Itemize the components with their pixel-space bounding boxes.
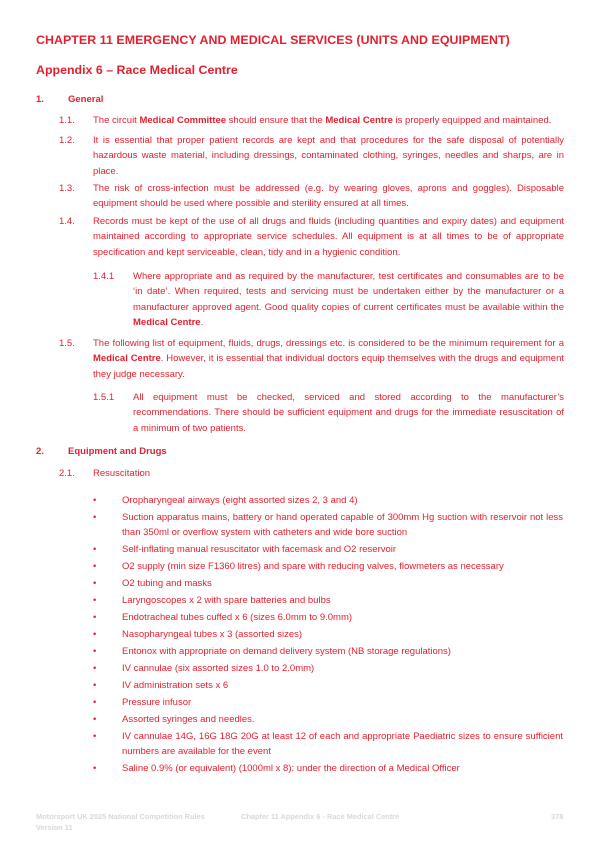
equipment-list-item — [93, 678, 563, 693]
paragraph-title: Resuscitation — [93, 468, 151, 479]
paragraph-number: 1.2. — [59, 135, 75, 146]
bullet-icon: • — [93, 663, 97, 675]
equipment-list-item — [93, 493, 563, 508]
bullet-icon: • — [93, 595, 97, 607]
equipment-list-item — [93, 661, 563, 676]
equipment-item-text: Suction apparatus mains, battery or hand operated capable of 300mm Hg suction with reservoir not less than 350ml or overflow system with catheters and wide bore suction — [122, 511, 563, 539]
bullet-icon: • — [93, 578, 97, 590]
bullet-icon: • — [93, 763, 97, 775]
equipment-list-item — [93, 695, 563, 710]
paragraph-number: 1.5.1 — [93, 392, 115, 403]
appendix-title: Appendix 6 – Race Medical Centre — [36, 63, 238, 77]
bullet-icon: • — [93, 612, 97, 624]
paragraph-number: 2.1. — [59, 468, 75, 479]
bullet-icon: • — [93, 680, 97, 692]
equipment-item-text: Assorted syringes and needles. — [122, 714, 255, 726]
paragraph-text: Where appropriate and as required by the manufacturer, test certificates and consumables are to be ‘in date’. When required, tests and servicing must be undertaken either by the manufacturer or a manufacturer approved agent. Good quality copies of current certificates must be available within the Medical Centre. — [133, 271, 564, 328]
bullet-icon: • — [93, 629, 97, 641]
paragraph-number: 1.3. — [59, 183, 75, 194]
paragraph-number: 1.4. — [59, 216, 75, 227]
bullet-icon: • — [93, 544, 97, 556]
equipment-list-item — [93, 644, 563, 659]
bullet-icon: • — [93, 511, 97, 523]
equipment-list-item — [93, 542, 563, 557]
equipment-list-item — [93, 729, 563, 760]
equipment-list-item — [93, 627, 563, 642]
paragraph-number: 1.5. — [59, 338, 75, 349]
paragraph-1-3 — [59, 181, 564, 212]
section-number: 1. — [36, 94, 44, 105]
paragraph-1-2 — [59, 133, 564, 179]
bullet-icon: • — [93, 646, 97, 658]
equipment-item-text: Self-inflating manual resuscitator with facemask and O2 reservoir — [122, 544, 397, 556]
paragraph-2-1 — [59, 466, 564, 481]
equipment-item-text: IV administration sets x 6 — [122, 680, 229, 692]
paragraph-1-5-1 — [93, 390, 564, 436]
equipment-list-item — [93, 712, 563, 727]
section-number: 2. — [36, 446, 44, 457]
bullet-icon: • — [93, 561, 97, 573]
paragraph-text: Records must be kept of the use of all drugs and fluids (including quantities and expiry dates) and equipment maintained according to appropriate service schedules. All equipment is at all times to be of appropriate specification and kept serviceable, clean, tidy and in a hygienic condition. — [93, 216, 564, 258]
resuscitation-equipment-list — [93, 493, 563, 778]
bullet-icon: • — [93, 731, 97, 743]
paragraph-1-1 — [59, 113, 564, 128]
section-title: Equipment and Drugs — [68, 446, 167, 457]
equipment-list-item — [93, 510, 563, 541]
footer-version: Version 11 — [36, 822, 73, 832]
bullet-icon: • — [93, 714, 97, 726]
equipment-item-text: IV cannulae (six assorted sizes 1.0 to 2.0mm) — [122, 663, 315, 675]
equipment-list-item — [93, 761, 563, 776]
equipment-item-text: Entonox with appropriate on demand delivery system (NB storage regulations) — [122, 646, 451, 658]
footer-page-number: 378 — [551, 812, 564, 821]
equipment-item-text: O2 supply (min size F1360 litres) and spare with reducing valves, flowmeters as necessary — [122, 561, 504, 573]
equipment-list-item — [93, 593, 563, 608]
paragraph-number: 1.1. — [59, 115, 75, 126]
equipment-item-text: Saline 0.9% (or equivalent) (1000ml x 8): under the direction of a Medical Officer — [122, 763, 460, 775]
footer-left — [36, 812, 205, 833]
equipment-item-text: Pressure infusor — [122, 697, 192, 709]
paragraph-1-4 — [59, 214, 564, 260]
equipment-list-item — [93, 559, 563, 574]
paragraph-text: It is essential that proper patient records are kept and that procedures for the safe disposal of potentially hazardous waste material, including dressings, contaminated clothing, syringes, needles and sharps, are in place. — [93, 135, 564, 177]
paragraph-number: 1.4.1 — [93, 271, 115, 282]
paragraph-text: The risk of cross-infection must be addressed (e.g. by wearing gloves, aprons and goggles). Disposable equipment should be used where possible and sterility ensured at all times. — [93, 183, 564, 210]
paragraph-1-4-1 — [93, 269, 564, 330]
section-title: General — [68, 94, 104, 105]
equipment-list-item — [93, 576, 563, 591]
equipment-item-text: O2 tubing and masks — [122, 578, 212, 590]
equipment-list-item — [93, 610, 563, 625]
chapter-title: CHAPTER 11 EMERGENCY AND MEDICAL SERVICES (UNITS AND EQUIPMENT) — [36, 33, 510, 47]
equipment-item-text: IV cannulae 14G, 16G 18G 20G at least 12 of each and appropriate Paediatric sizes to ensure sufficient numbers are available for the event — [122, 731, 563, 758]
bullet-icon: • — [93, 495, 97, 506]
equipment-item-text: Oropharyngeal airways (eight assorted sizes 2, 3 and 4) — [122, 495, 358, 506]
footer-publication: Motorsport UK 2025 National Competition Rules — [36, 812, 205, 821]
paragraph-1-5 — [59, 336, 564, 382]
equipment-item-text: Endotracheal tubes cuffed x 6 (sizes 6.0mm to 9.0mm) — [122, 612, 353, 624]
paragraph-text: The following list of equipment, fluids, drugs, dressings etc. is considered to be the minimum requirement for a Medical Centre. However, it is essential that individual doctors equip themselves with the drugs and equipment they judge necessary. — [93, 338, 565, 380]
equipment-item-text: Nasopharyngeal tubes x 3 (assorted sizes) — [122, 629, 303, 641]
paragraph-text: The circuit Medical Committee should ensure that the Medical Centre is properly equipped and maintained. — [93, 115, 552, 126]
paragraph-text: All equipment must be checked, serviced and stored according to the manufacturer’s recommendations. There should be sufficient equipment and drugs for the immediate resuscitation of a minimum of two patients. — [133, 392, 564, 434]
equipment-item-text: Laryngoscopes x 2 with spare batteries and bulbs — [122, 595, 331, 607]
footer-center: Chapter 11 Appendix 6 - Race Medical Centre — [241, 812, 400, 821]
bullet-icon: • — [93, 697, 97, 709]
